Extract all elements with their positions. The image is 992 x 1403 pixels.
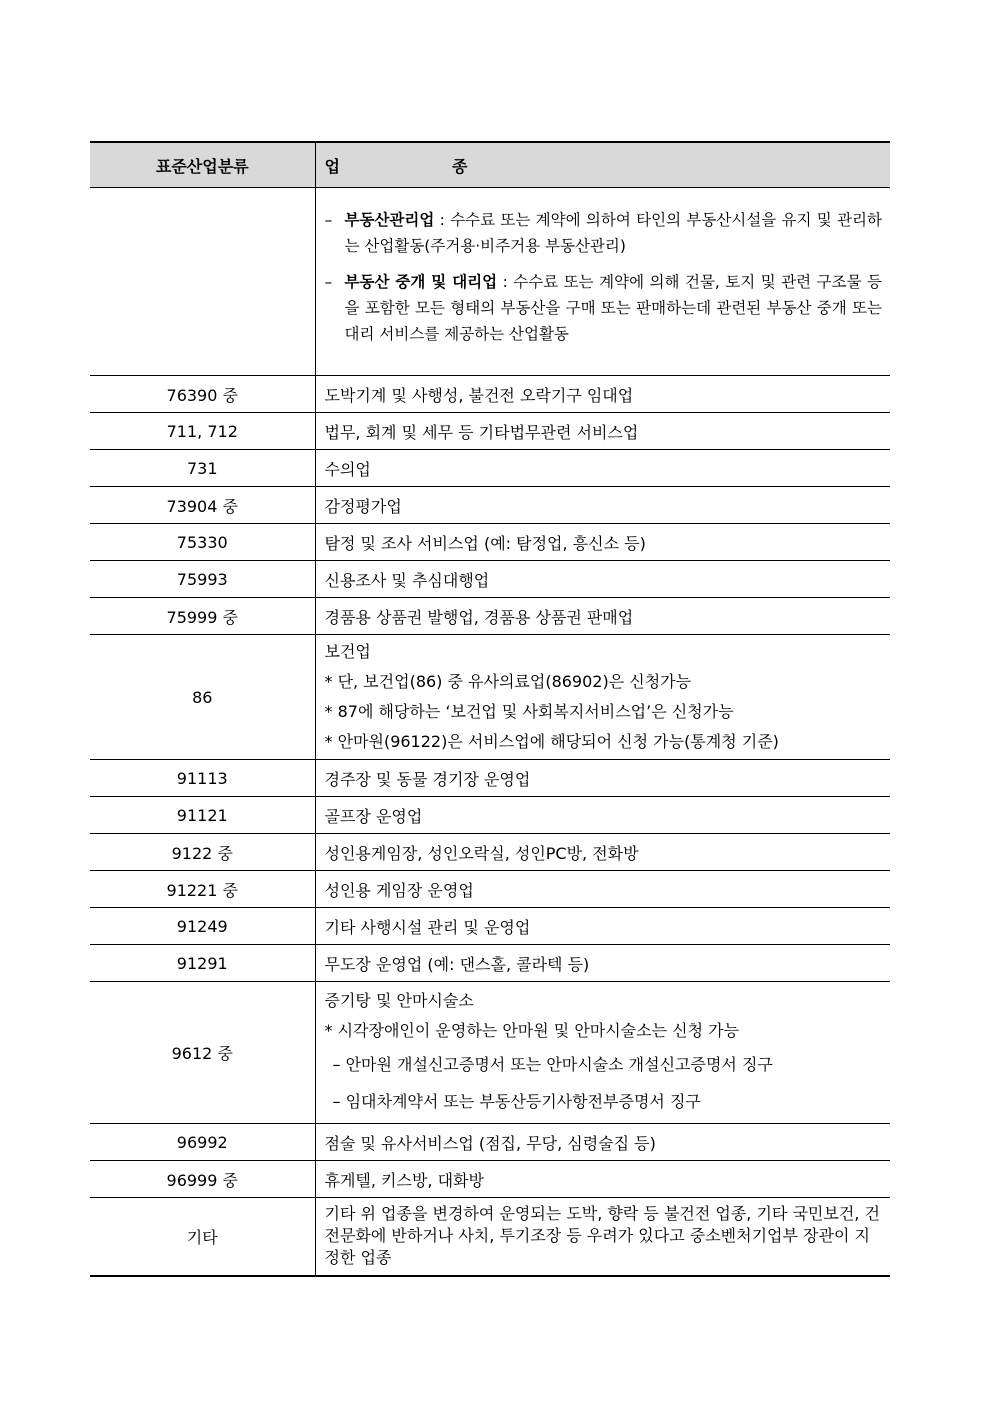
code-cell: 96999 중 [90,1161,315,1198]
desc-cell-sauna [315,982,890,1124]
table-row [90,1124,890,1161]
header-industry-part2: 종 [451,156,468,176]
table-row [90,1161,890,1198]
table-row [90,598,890,635]
health-title: 보건업 [324,642,371,661]
desc-cell: 탐정 및 조사 서비스업 (예: 탐정업, 흥신소 등) [315,524,890,561]
desc-cell: 경품용 상품권 발행업, 경품용 상품권 판매업 [315,598,890,635]
code-cell: 91291 [90,945,315,982]
dash-mark: – [324,210,333,229]
desc-cell: 골프장 운영업 [315,797,890,834]
header-classification: 표준산업분류 [90,142,315,188]
sauna-sub-2: – 임대차계약서 또는 부동산등기사항전부증명서 징구 [332,1091,701,1111]
table-row-sauna [90,982,890,1124]
health-note-1: * 단, 보건업(86) 중 유사의료업(86902)은 신청가능 [324,672,692,691]
desc-brokerage: : 수수료 또는 계약에 의해 건물, 토지 및 관련 구조물 등을 포함한 모든 형태의 부동산을 구매 또는 판매하는데 관련된 부동산 중개 또는 대리 서비스를 제공하는 산업활동 [344,272,883,343]
realestate-item-brokerage [325,269,883,347]
term-management: 부동산관리업 [344,210,435,229]
table-row [90,413,890,450]
sauna-sub-1: – 안마원 개설신고증명서 또는 안마시술소 개설신고증명서 징구 [332,1054,773,1074]
desc-cell: 점술 및 유사서비스업 (점집, 무당, 심령술집 등) [315,1124,890,1161]
desc-cell: 법무, 회계 및 세무 등 기타법무관련 서비스업 [315,413,890,450]
table-row [90,376,890,413]
desc-cell-health [315,635,890,760]
code-cell: 73904 중 [90,487,315,524]
table-row [90,524,890,561]
code-cell: 91113 [90,760,315,797]
table-row-other [90,1198,890,1276]
table-row [90,487,890,524]
desc-management: : 수수료 또는 계약에 의하여 타인의 부동산시설을 유지 및 관리하는 산업활동(주거용·비주거용 부동산관리) [344,210,882,255]
desc-cell: 신용조사 및 추심대행업 [315,561,890,598]
desc-cell: 무도장 운영업 (예: 댄스홀, 콜라텍 등) [315,945,890,982]
code-cell: 75993 [90,561,315,598]
code-cell: 76390 중 [90,376,315,413]
desc-cell: 기타 사행시설 관리 및 운영업 [315,908,890,945]
table-row [90,561,890,598]
realestate-item-management [325,207,883,259]
desc-cell: 휴게텔, 키스방, 대화방 [315,1161,890,1198]
desc-cell: 도박기계 및 사행성, 불건전 오락기구 임대업 [315,376,890,413]
desc-cell: 성인용게임장, 성인오락실, 성인PC방, 전화방 [315,834,890,871]
desc-cell: 경주장 및 동물 경기장 운영업 [315,760,890,797]
desc-cell-realestate [315,188,890,376]
code-cell: 91249 [90,908,315,945]
term-brokerage: 부동산 중개 및 대리업 [344,272,498,291]
code-cell: 기타 [90,1198,315,1276]
desc-cell: 수의업 [315,450,890,487]
industry-table [90,141,890,1277]
table-header-row [90,142,890,188]
code-cell: 96992 [90,1124,315,1161]
table-row [90,834,890,871]
code-cell: 86 [90,635,315,760]
table-row [90,450,890,487]
code-cell: 9122 중 [90,834,315,871]
header-industry-part1: 업 [324,156,340,176]
desc-cell: 감정평가업 [315,487,890,524]
table-row [90,797,890,834]
code-cell: 731 [90,450,315,487]
code-cell-empty [90,188,315,376]
sauna-note: * 시각장애인이 운영하는 안마원 및 안마시술소는 신청 가능 [324,1020,740,1040]
table-row-health [90,635,890,760]
desc-cell-other: 기타 위 업종을 변경하여 운영되는 도박, 향락 등 불건전 업종, 기타 국민보건, 건전문화에 반하거나 사치, 투기조장 등 우려가 있다고 중소벤처기업부 장관이 지정한 업종 [315,1198,890,1276]
code-cell: 75999 중 [90,598,315,635]
desc-cell: 성인용 게임장 운영업 [315,871,890,908]
code-cell: 91121 [90,797,315,834]
code-cell: 75330 [90,524,315,561]
health-note-3: * 안마원(96122)은 서비스업에 해당되어 신청 가능(통계청 기준) [324,732,779,751]
code-cell: 711, 712 [90,413,315,450]
table-row [90,760,890,797]
table-row-realestate [90,188,890,376]
header-industry [315,142,890,188]
dash-mark: – [324,272,333,291]
health-note-2: * 87에 해당하는 ‘보건업 및 사회복지서비스업’은 신청가능 [324,702,734,721]
table-row [90,871,890,908]
code-cell: 91221 중 [90,871,315,908]
sauna-title: 증기탕 및 안마시술소 [324,990,474,1010]
code-cell: 9612 중 [90,982,315,1124]
table-row [90,945,890,982]
table-row [90,908,890,945]
